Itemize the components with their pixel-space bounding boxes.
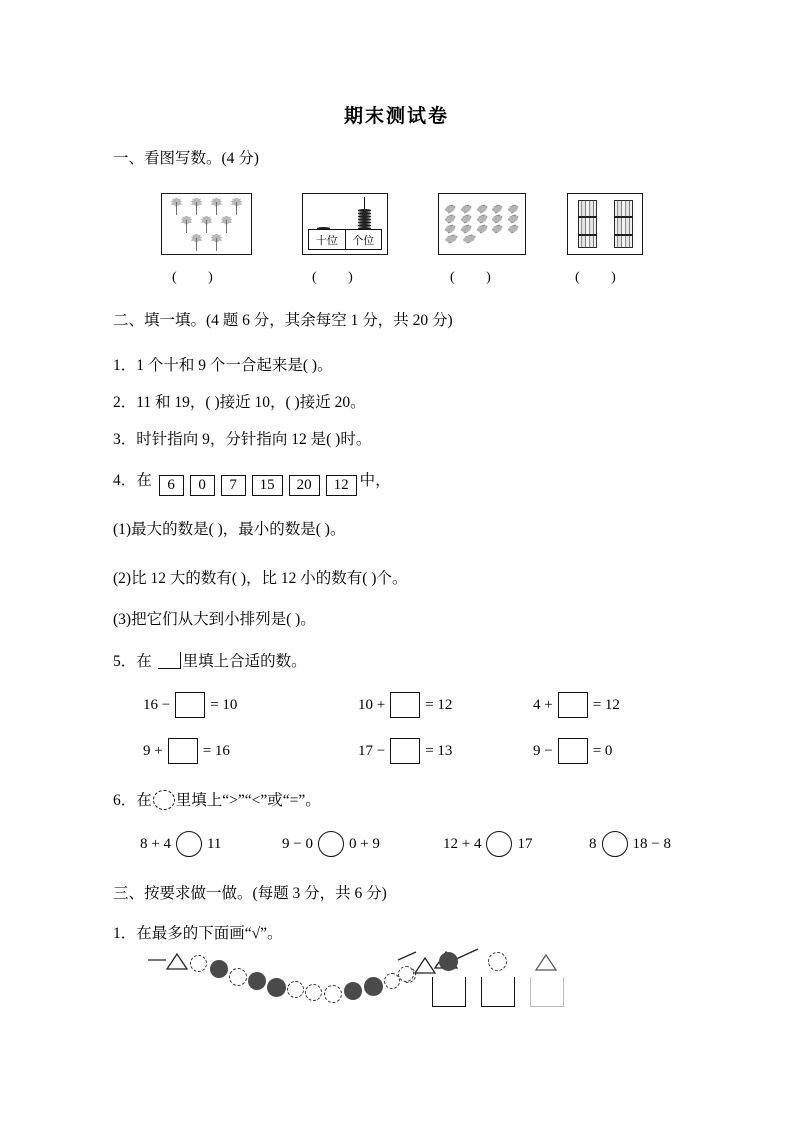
section-1-heading: 一、看图写数。(4 分) [113,150,259,167]
fish-icon [444,214,456,224]
tally-answer-box-triangle[interactable] [530,977,564,1007]
q6-suffix: 里填上“>”“<”或“=”。 [175,792,321,809]
equation-right: = 12 [425,696,453,713]
fish-icon [492,214,504,224]
section-2-question-5 [113,652,307,672]
tally-answer-box-open[interactable] [481,977,515,1007]
place-value-abacus-picture [302,193,388,255]
equation-row [143,692,237,718]
answer-paren-3[interactable]: ( ) [450,270,491,285]
answer-paren-4[interactable]: ( ) [575,270,616,285]
fish-icon [476,204,488,214]
equation-answer-box[interactable] [175,692,205,718]
comparison-row [443,831,532,857]
leaf-icon [189,198,204,215]
section-2-question-4-sub2: (2)比 12 大的数有( )，比 12 小的数有( )个。 [113,570,408,587]
open-circle-icon [287,981,304,998]
leaf-icon [219,216,234,233]
q5-suffix: 里填上合适的数。 [182,653,307,670]
fish-row [445,205,519,213]
comparison-answer-circle[interactable] [486,831,512,857]
equation-right: = 16 [202,742,230,759]
q6-inline-circle [153,790,175,810]
fish-row [445,225,519,233]
q4-number-box: 0 [190,475,215,496]
comparison-answer-circle[interactable] [176,831,202,857]
section-2-question-4 [113,472,391,496]
open-circle-icon [398,966,414,982]
fish-icon [462,234,476,245]
leaf-icon [189,234,204,251]
comparison-left: 12 + 4 [443,835,482,852]
equation-right: = 13 [425,742,453,759]
tally-answer-box-filled[interactable] [432,977,466,1007]
legend-open-circle [486,952,510,1008]
stick-bundle-icon [578,200,597,248]
leaf-icon [199,216,214,233]
fish-icon [460,214,472,224]
leaf-row [179,216,234,233]
fish-icon [444,204,456,214]
open-circle-icon [488,952,507,971]
section-2-question-4-sub1: (1)最大的数是( )，最小的数是( )。 [113,521,346,538]
comparison-row [140,831,221,857]
equation-right: = 12 [592,696,620,713]
open-circle-icon [229,968,247,986]
leaf-row [169,198,244,215]
q4-number-box: 15 [252,475,283,496]
q4-suffix: 中， [359,472,391,489]
open-circle-icon [324,985,342,1003]
fish-row [445,235,519,243]
equation-row [533,692,620,718]
leaves-picture [161,193,252,255]
fish-icon [492,224,504,234]
q5-inline-blank-box [158,652,181,669]
stick-bundles-picture [567,193,643,255]
answer-paren-1[interactable]: ( ) [172,270,213,285]
filled-circle-icon [210,960,228,978]
section-2-heading: 二、填一填。(4 题 6 分，其余每空 1 分，共 20 分) [113,312,453,329]
fish-icon [444,224,456,234]
open-circle-icon [305,984,322,1001]
fish-icon [507,214,519,224]
fish-icon [460,204,472,214]
fish-icon [476,214,488,224]
open-circle-icon [190,955,207,972]
comparison-right: 18 − 8 [632,835,671,852]
fish-row [445,215,519,223]
q4-number-box: 7 [221,475,246,496]
q4-number-box: 6 [159,475,184,496]
section-3-question-1: 1．在最多的下面画“√”。 [113,925,283,942]
comparison-answer-circle[interactable] [602,831,628,857]
section-2-question-2: 2．11 和 19，( )接近 10，( )接近 20。 [113,394,366,411]
section-3-heading: 三、按要求做一做。(每题 3 分，共 6 分) [113,885,387,902]
fish-icon [476,224,488,234]
place-value-table [308,229,382,250]
filled-circle-icon [248,972,266,990]
comparison-left: 8 + 4 [140,835,171,852]
leaf-icon [229,198,244,215]
comparison-right: 17 [517,835,533,852]
equation-right: = 0 [592,742,613,759]
legend-filled-circle [437,952,461,1008]
leaf-icon [179,216,194,233]
fish-picture [438,193,526,255]
equation-answer-box[interactable] [390,738,420,764]
page-title: 期末测试卷 [343,105,449,127]
equation-answer-box[interactable] [558,692,588,718]
equation-left: 16 − [143,696,171,713]
equation-left: 10 + [358,696,386,713]
comparison-left: 8 [589,835,597,852]
equation-answer-box[interactable] [558,738,588,764]
section-2-question-4-sub3: (3)把它们从大到小排列是( )。 [113,611,316,628]
leaf-grid [162,194,251,254]
equation-left: 9 + [143,742,163,759]
tens-place-label: 十位 [315,233,338,247]
equation-left: 9 − [533,742,553,759]
triangle-icon [166,953,188,970]
answer-paren-2[interactable]: ( ) [312,270,353,285]
q5-prefix: 5．在 [113,653,152,670]
equation-row [143,738,230,764]
ones-place-label: 个位 [345,230,382,249]
equation-right: = 10 [210,696,238,713]
equation-left: 4 + [533,696,553,713]
stick-bundle-icon [614,200,633,248]
section-2-question-6 [113,790,321,811]
fish-icon [507,204,519,214]
triangle-icon [535,953,558,971]
comparison-answer-circle[interactable] [318,831,344,857]
equation-left: 17 − [358,742,386,759]
equation-answer-box[interactable] [390,692,420,718]
equation-answer-box[interactable] [168,738,198,764]
legend-triangle [535,952,559,1008]
equation-row [533,738,612,764]
triangle-icon [414,956,436,974]
filled-circle-icon [364,977,383,996]
comparison-left: 9 − 0 [282,835,313,852]
comparison-right: 0 + 9 [348,835,380,852]
section-2-question-1: 1．1 个十和 9 个一合起来是( )。 [113,357,333,374]
q4-number-box: 20 [289,475,320,496]
filled-circle-icon [267,978,286,997]
comparison-row [282,831,380,857]
bundle-group [568,194,642,254]
equation-row [358,738,452,764]
fish-icon [444,234,458,245]
fish-icon [507,224,519,234]
leaf-icon [209,234,224,251]
shape-chain [148,948,418,1010]
section-2-question-3: 3．时针指向 9，分针指向 12 是( )时。 [113,431,372,448]
leaf-row [189,234,224,251]
q4-number-box: 12 [326,475,357,496]
equation-row [358,692,452,718]
fish-icon [460,224,472,234]
q6-prefix: 6．在 [113,792,152,809]
leaf-icon [169,198,184,215]
filled-circle-icon [344,982,362,1000]
comparison-right: 11 [206,835,222,852]
fish-grid [445,200,519,248]
q4-prefix: 4．在 [113,472,152,489]
fish-icon [492,204,504,214]
leaf-icon [209,198,224,215]
comparison-row [589,831,671,857]
filled-circle-icon [439,952,458,971]
